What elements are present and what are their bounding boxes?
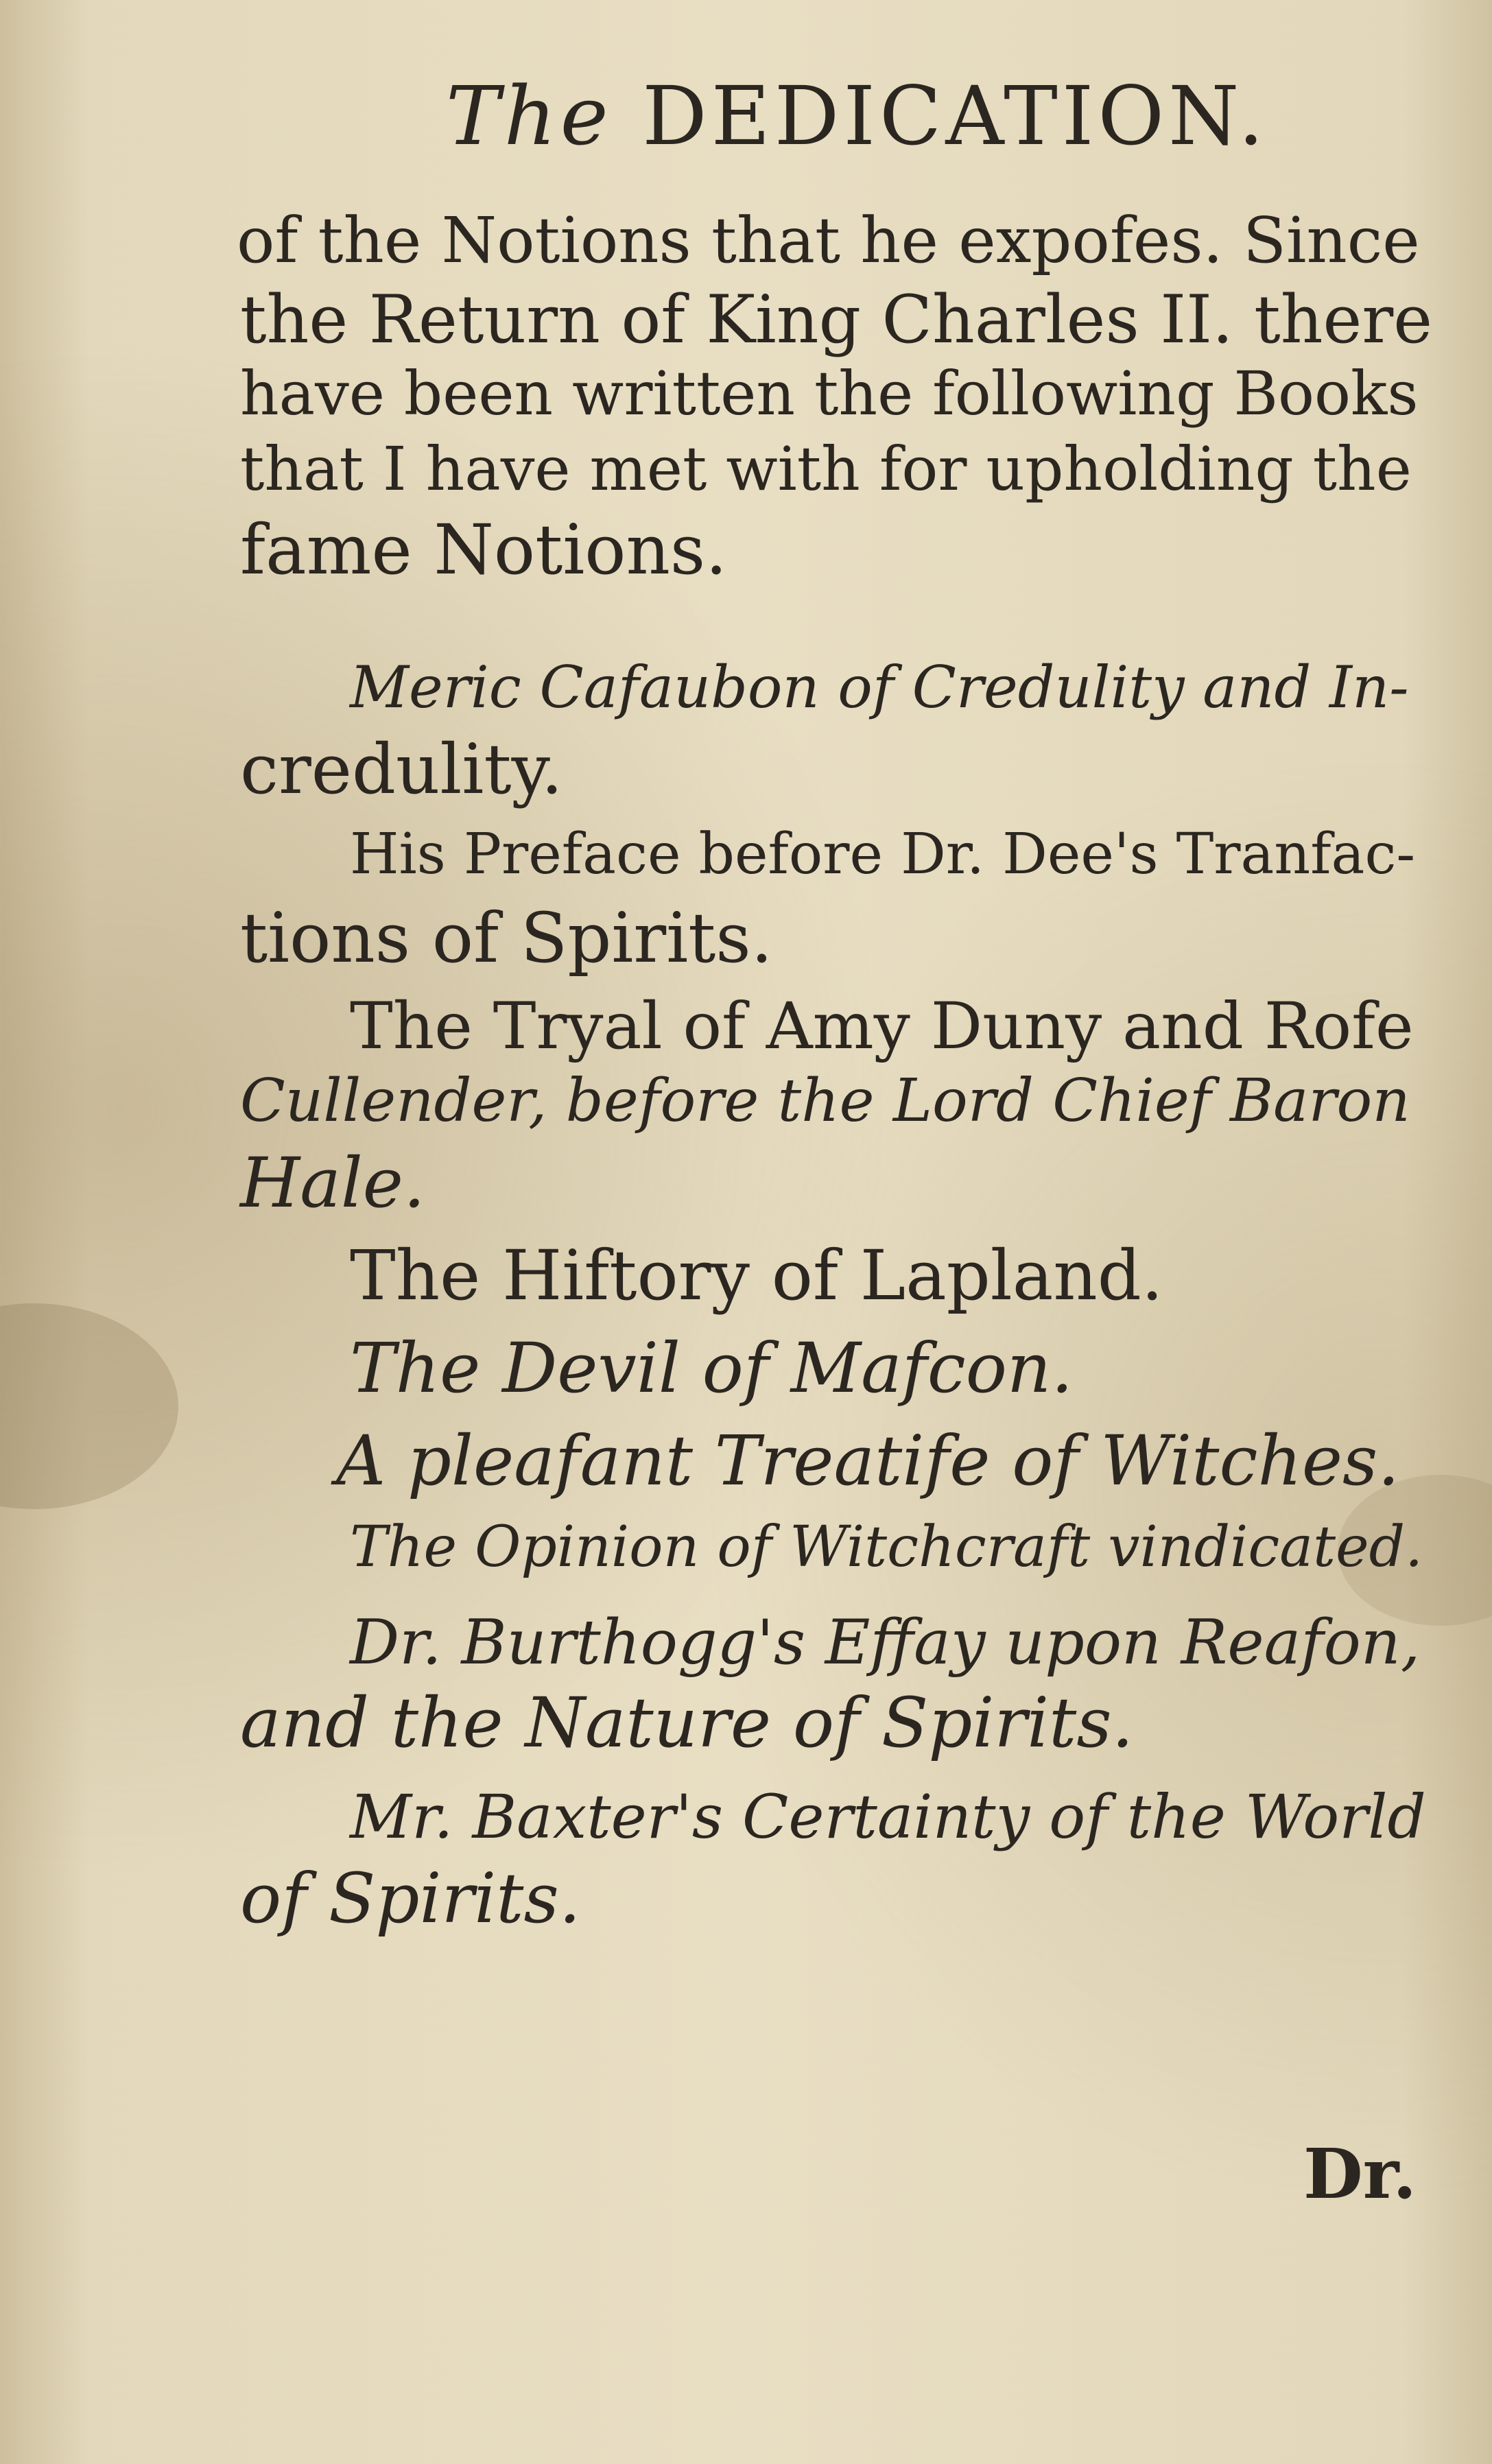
paragraph-line: fame Notions. [240,510,728,590]
book-entry-line: of Spirits. [240,1858,581,1939]
book-entry-line: A pleafant Treatife of Witches. [336,1421,1400,1501]
book-entry-line: credulity. [240,729,563,809]
header-lead-word: The [446,69,613,163]
page-stain [0,1303,178,1509]
paragraph-line: the Return of King Charles II. there [240,281,1433,358]
book-entry-line: Hale. [240,1143,425,1223]
paragraph-line: of the Notions that he expofes. Since [237,204,1420,277]
paragraph-line: that I have met with for upholding the [240,434,1412,504]
book-entry-line: The Opinion of Witchcraft vindicated. [350,1515,1423,1580]
book-entry-line: The Devil of Mafcon. [350,1328,1074,1408]
book-entry-line: tions of Spirits. [240,898,773,978]
book-entry-line: Mr. Baxter's Certainty of the World [350,1781,1426,1852]
book-entry-line: The Tryal of Amy Duny and Rofe [350,989,1414,1064]
book-entry-line: His Preface before Dr. Dee's Tranfac- [350,822,1416,887]
book-entry-line: The Hiftory of Lapland. [350,1235,1163,1316]
running-header [446,69,1269,171]
header-title: DEDICATION. [642,69,1268,163]
book-entry-line: Cullender, before the Lord Chief Baron [240,1067,1410,1135]
book-entry-line: Meric Cafaubon of Credulity and In- [350,654,1409,721]
catchword: Dr. [1303,2133,1417,2214]
paragraph-line: have been written the following Books [240,358,1419,429]
book-entry-line: Dr. Burthogg's Effay upon Reafon, [350,1607,1421,1679]
book-entry-line: and the Nature of Spirits. [240,1683,1134,1763]
